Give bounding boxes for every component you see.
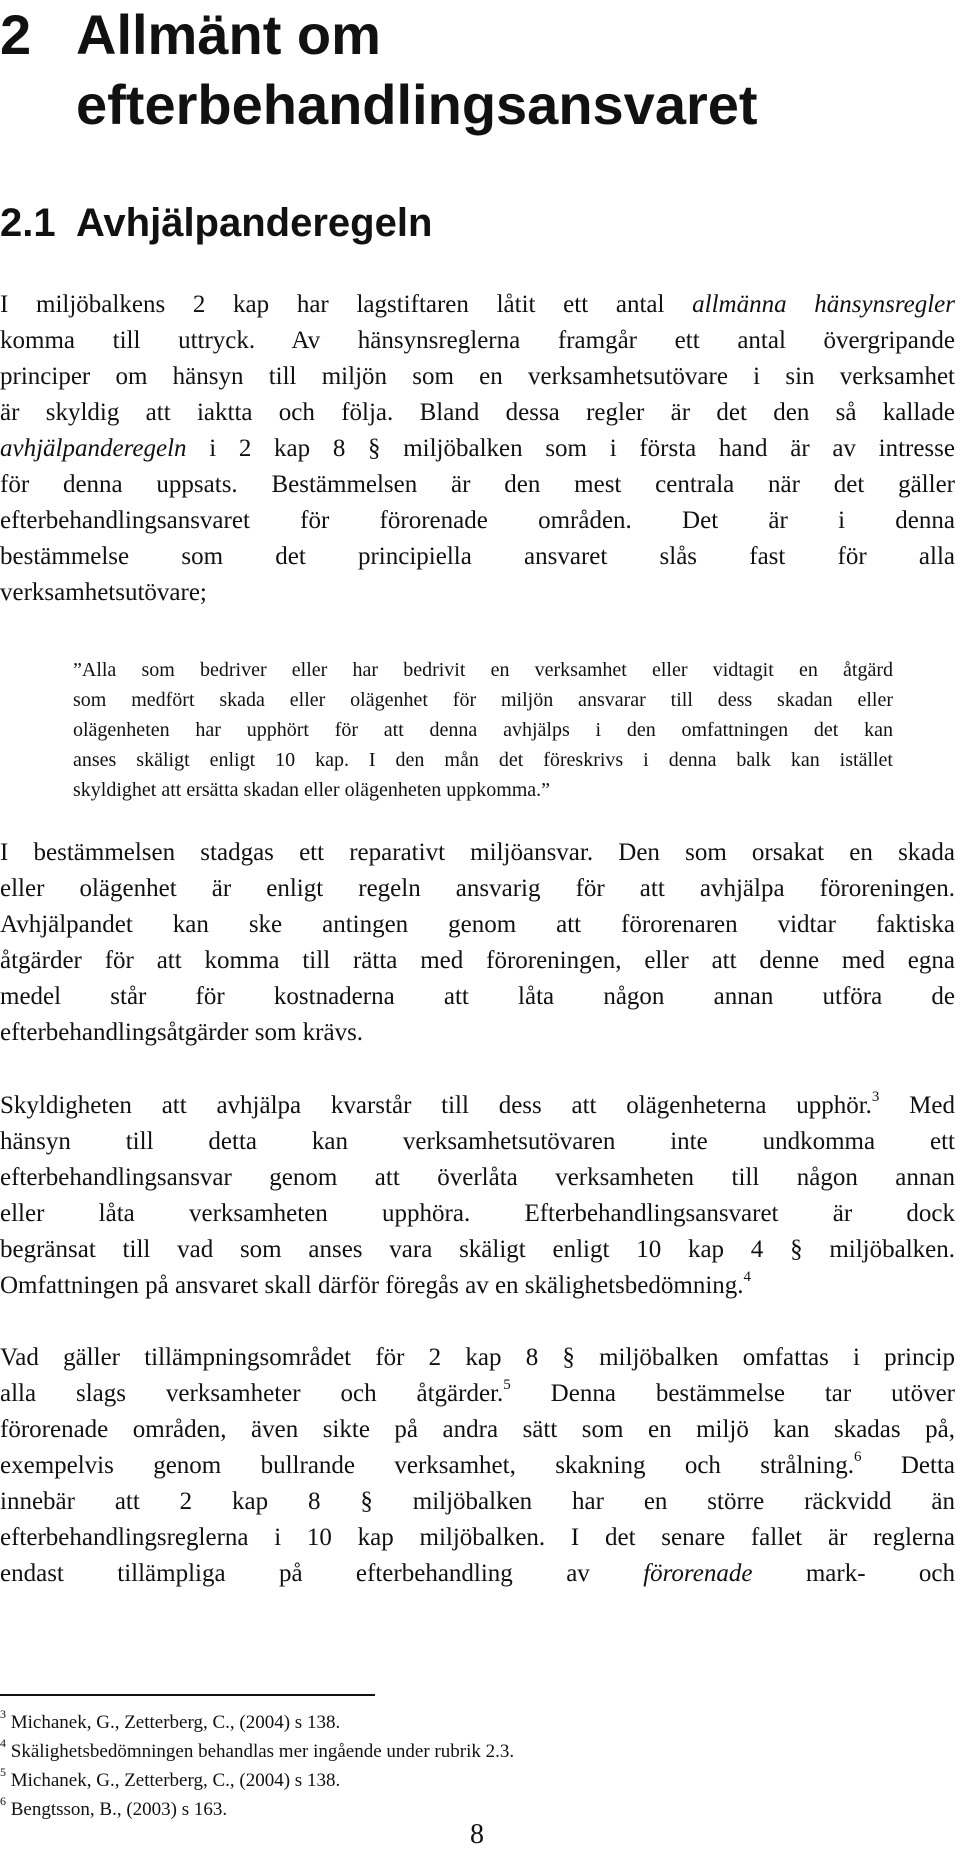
text-run: endast tillämpliga på efterbehandling av (0, 1560, 644, 1587)
footnote (0, 1766, 514, 1795)
section-number: 2.1 (0, 201, 56, 245)
paragraph-1 (0, 287, 955, 611)
chapter-title-line-1: Allmänt om (76, 3, 381, 66)
quote-line: olägenheten har upphört för att denna avhjälps i den omfattningen det kan (73, 719, 893, 741)
footnote-text: Bengtsson, B., (2003) s 163. (6, 1799, 228, 1820)
italic-term: förorenade (643, 1560, 753, 1587)
paragraph-line (0, 1376, 955, 1412)
paragraph-line: komma till uttryck. Av hänsynsreglerna framgår ett antal övergripande (0, 327, 955, 354)
footnotes (0, 1708, 514, 1824)
text-run: Detta (861, 1452, 955, 1479)
paragraph-line: efterbehandlingsansvaret för förorenade områden. Det är i denna (0, 507, 955, 534)
chapter-number: 2 (0, 3, 32, 66)
paragraph-line (0, 1088, 955, 1124)
paragraph-line: efterbehandlingsåtgärder som krävs. (0, 1019, 364, 1046)
page-number: 8 (470, 1819, 484, 1850)
paragraph-line: hänsyn till detta kan verksamhetsutövaren inte undkomma ett (0, 1128, 955, 1155)
paragraph-line (0, 287, 955, 323)
footnote-number: 4 (0, 1736, 6, 1750)
chapter-title-line-2: efterbehandlingsansvaret (76, 73, 758, 136)
footnote-text: Michanek, G., Zetterberg, C., (2004) s 138. (6, 1770, 341, 1791)
footnote-ref: 5 (503, 1377, 511, 1393)
block-quote (73, 655, 893, 805)
text-run: Denna bestämmelse tar utöver (510, 1380, 956, 1407)
italic-term: avhjälpanderegeln (0, 435, 187, 462)
paragraph-line: eller låta verksamheten upphöra. Efterbehandlingsansvaret är dock (0, 1200, 955, 1227)
paragraph-line: eller olägenhet är enligt regeln ansvarig för att avhjälpa föroreningen. (0, 875, 955, 902)
text-run: I miljöbalkens 2 kap har lagstiftaren låtit ett antal (0, 291, 693, 318)
footnote-number: 5 (0, 1765, 6, 1779)
paragraph-line: för denna uppsats. Bestämmelsen är den mest centrala när det gäller (0, 471, 955, 498)
footnote-ref: 3 (871, 1089, 880, 1105)
text-run: exempelvis genom bullrande verksamhet, skakning och strålning. (0, 1452, 854, 1479)
text-run: Med (879, 1092, 956, 1119)
text-run: alla slags verksamheter och åtgärder. (0, 1380, 504, 1407)
paragraph-line: är skyldig att iaktta och följa. Bland dessa regler är det den så kallade (0, 399, 955, 426)
paragraph-2 (0, 835, 955, 1051)
paragraph-line: Avhjälpandet kan ske antingen genom att förorenaren vidtar faktiska (0, 911, 955, 938)
quote-line: anses skäligt enligt 10 kap. I den mån det föreskrivs i denna balk kan istället (73, 749, 893, 771)
text-run: i 2 kap 8 § miljöbalken som i första hand är av intresse (186, 435, 955, 462)
paragraph-4 (0, 1340, 955, 1592)
footnote-text: Michanek, G., Zetterberg, C., (2004) s 138. (6, 1712, 341, 1733)
paragraph-line: efterbehandlingsreglerna i 10 kap miljöbalken. I det senare fallet är reglerna (0, 1524, 955, 1551)
paragraph-line: efterbehandlingsansvar genom att överlåta verksamheten till någon annan (0, 1164, 955, 1191)
footnote (0, 1795, 514, 1824)
footnote (0, 1737, 514, 1766)
text-run: Skyldigheten att avhjälpa kvarstår till dess att olägenheterna upphör. (0, 1092, 872, 1119)
footnote-text: Skälighetsbedömningen behandlas mer ingående under rubrik 2.3. (6, 1741, 515, 1762)
paragraph-line: principer om hänsyn till miljön som en verksamhetsutövare i sin verksamhet (0, 363, 955, 390)
paragraph-line (0, 1268, 955, 1304)
paragraph-line (0, 1556, 955, 1592)
paragraph-line: bestämmelse som det principiella ansvaret slås fast för alla (0, 543, 955, 570)
paragraph-line: I bestämmelsen stadgas ett reparativt miljöansvar. Den som orsakat en skada (0, 839, 955, 866)
paragraph-line (0, 1448, 955, 1484)
footnote-ref: 4 (743, 1269, 752, 1285)
paragraph-line (0, 431, 955, 467)
paragraph-line: verksamhetsutövare; (0, 579, 207, 606)
quote-line: som medfört skada eller olägenhet för miljön ansvarar till dess skadan eller (73, 689, 893, 711)
text-run: mark- och (752, 1560, 955, 1587)
footnote-ref: 6 (854, 1449, 862, 1465)
text-run: Omfattningen på ansvaret skall därför föregås av en skälighetsbedömning. (0, 1272, 744, 1299)
paragraph-line: förorenade områden, även sikte på andra sätt som en miljö kan skadas på, (0, 1416, 955, 1443)
footnote-divider (0, 1694, 375, 1696)
footnote-number: 3 (0, 1707, 6, 1721)
paragraph-line: innebär att 2 kap 8 § miljöbalken har en större räckvidd än (0, 1488, 955, 1515)
quote-line: skyldighet att ersätta skadan eller olägenheten uppkomma.” (73, 779, 551, 801)
paragraph-line: åtgärder för att komma till rätta med föroreningen, eller att denne med egna (0, 947, 955, 974)
italic-term: allmänna hänsynsregler (692, 291, 956, 318)
footnote-number: 6 (0, 1794, 6, 1808)
paragraph-line: begränsat till vad som anses vara skäligt enligt 10 kap 4 § miljöbalken. (0, 1236, 955, 1263)
section-title: Avhjälpanderegeln (76, 201, 433, 245)
quote-line: ”Alla som bedriver eller har bedrivit en verksamhet eller vidtagit en åtgärd (73, 659, 893, 681)
paragraph-3 (0, 1088, 955, 1304)
footnote (0, 1708, 514, 1737)
paragraph-line: Vad gäller tillämpningsområdet för 2 kap 8 § miljöbalken omfattas i princip (0, 1344, 955, 1371)
paragraph-line: medel står för kostnaderna att låta någon annan utföra de (0, 983, 955, 1010)
